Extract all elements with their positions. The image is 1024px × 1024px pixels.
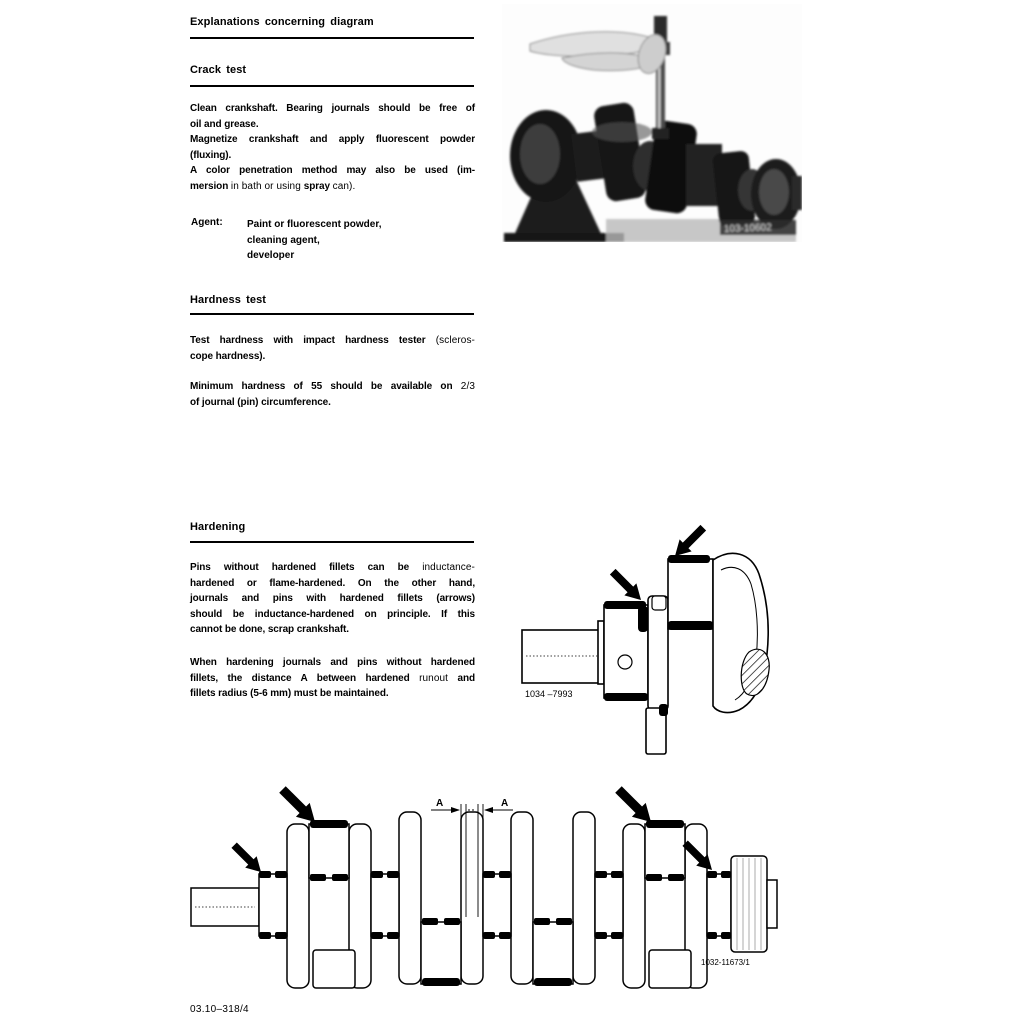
fillet-arrow-icon [607, 566, 647, 606]
text-line: mersion in bath or using spray can). [190, 180, 356, 192]
figure-label: 1032-11673/1 [701, 958, 750, 967]
text-line: Clean crankshaft. Bearing journals should be free of [190, 103, 475, 114]
crack-test-paragraph [190, 101, 475, 195]
hardening-detail-drawing [513, 522, 795, 764]
text-line: A color penetration method may also be used (im- [190, 165, 475, 177]
text-line: hardened or flame-hardened. On the other hand, [190, 577, 475, 589]
page-number: 03.10–318/4 [190, 1004, 249, 1015]
text-line: should be inductance-hardened on principle. If this [190, 608, 475, 620]
fillet-arrow-icon [276, 783, 322, 829]
page-title: Explanations concerning diagram [190, 16, 374, 28]
divider [190, 313, 474, 315]
fillet-arrow-icon [228, 839, 266, 877]
text-line: When hardening journals and pins without hardened [190, 657, 475, 668]
agent-list [247, 217, 381, 264]
text-line: (fluxing). [190, 149, 232, 161]
hardening-detail-figure [513, 522, 795, 769]
hardness-test-heading: Hardness test [190, 294, 267, 306]
crankshaft-full-drawing [183, 782, 783, 1010]
photo-label-group [720, 220, 796, 235]
crankshaft-end-drawing [522, 553, 768, 754]
hardness-test-paragraph-1 [190, 333, 475, 364]
text-line: of journal (pin) circumference. [190, 396, 331, 408]
agent-label: Agent: [191, 217, 223, 228]
text-line: journals and pins with hardened fillets (arrows) [190, 593, 475, 605]
hardening-paragraph-1 [190, 560, 475, 638]
section-hatch [741, 649, 769, 695]
text-line: cope hardness). [190, 350, 266, 362]
text-line: cannot be done, scrap crankshaft. [190, 624, 349, 636]
agent-item: developer [247, 250, 295, 262]
figure-label: 1034 –7993 [525, 689, 573, 699]
agent-item: Paint or fluorescent powder, [247, 219, 382, 230]
fillet-arrow-icon [612, 783, 658, 829]
divider [190, 37, 474, 39]
text-line: Magnetize crankshaft and apply fluorescent powder [190, 134, 475, 146]
agent-item: cleaning agent, [247, 234, 320, 246]
hardness-test-paragraph-2 [190, 379, 475, 410]
text-line: Minimum hardness of 55 should be available on 2/3 [190, 381, 475, 392]
dim-a-right: A [501, 798, 509, 809]
text-line: Test hardness with impact hardness tester (scleros- [190, 335, 475, 346]
divider [190, 85, 474, 87]
text-line: fillets radius (5-6 mm) must be maintained. [190, 688, 389, 700]
text-line: oil and grease. [190, 118, 259, 130]
divider [190, 541, 474, 543]
text-line: fillets, the distance A between hardened runout and [190, 672, 475, 684]
crack-test-photo [502, 4, 802, 242]
hardening-heading: Hardening [190, 521, 246, 533]
crack-test-heading: Crack test [190, 64, 247, 76]
crack-test-photo-figure [502, 4, 802, 247]
text-line: Pins without hardened fillets can be inductance- [190, 562, 475, 573]
photo-label: 103-10602 [723, 222, 772, 235]
crankshaft-full-figure [183, 782, 783, 1015]
dim-a-left: A [436, 798, 444, 809]
hardening-paragraph-2 [190, 655, 475, 702]
